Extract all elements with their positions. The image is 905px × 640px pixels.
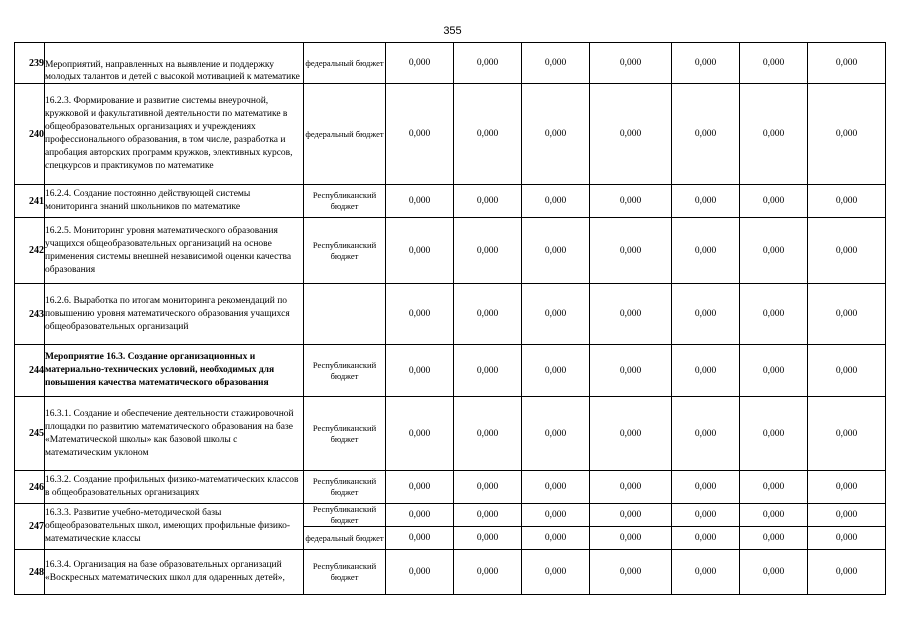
amount-cell: 0,000 [522, 345, 590, 397]
amount-cell: 0,000 [454, 527, 522, 550]
amount-cell: 0,000 [740, 43, 808, 84]
amount-cell: 0,000 [590, 284, 672, 345]
amount-cell: 0,000 [454, 471, 522, 504]
amount-cell: 0,000 [808, 43, 886, 84]
amount-cell: 0,000 [522, 471, 590, 504]
funding-source: Республиканский бюджет [304, 504, 386, 527]
amount-cell: 0,000 [672, 504, 740, 527]
amount-cell: 0,000 [590, 550, 672, 595]
amount-cell: 0,000 [522, 185, 590, 218]
amount-cell: 0,000 [590, 218, 672, 284]
amount-cell: 0,000 [740, 84, 808, 185]
activity-description: 16.3.4. Организация на базе образовательных организаций «Воскресных математических школ для одаренных детей», [45, 550, 304, 595]
row-number: 242 [15, 218, 45, 284]
funding-source [304, 284, 386, 345]
amount-cell: 0,000 [386, 185, 454, 218]
amount-cell: 0,000 [454, 397, 522, 471]
activity-description: Мероприятий, направленных на выявление и поддержку молодых талантов и детей с высокой мотивацией к математике [45, 43, 304, 84]
row-number: 240 [15, 84, 45, 185]
table-row [15, 550, 886, 595]
amount-cell: 0,000 [740, 185, 808, 218]
funding-source: Республиканский бюджет [304, 471, 386, 504]
amount-cell: 0,000 [386, 504, 454, 527]
amount-cell: 0,000 [454, 284, 522, 345]
amount-cell: 0,000 [672, 345, 740, 397]
amount-cell: 0,000 [454, 345, 522, 397]
amount-cell: 0,000 [590, 527, 672, 550]
amount-cell: 0,000 [522, 43, 590, 84]
row-number: 244 [15, 345, 45, 397]
amount-cell: 0,000 [672, 284, 740, 345]
amount-cell: 0,000 [522, 504, 590, 527]
row-number: 246 [15, 471, 45, 504]
amount-cell: 0,000 [740, 397, 808, 471]
amount-cell: 0,000 [740, 471, 808, 504]
amount-cell: 0,000 [522, 397, 590, 471]
activity-description: 16.2.6. Выработка по итогам мониторинга рекомендаций по повышению уровня математического образования учащихся общеобразовательных организаций [45, 284, 304, 345]
amount-cell: 0,000 [740, 218, 808, 284]
amount-cell: 0,000 [454, 84, 522, 185]
table-row [15, 345, 886, 397]
row-number: 241 [15, 185, 45, 218]
funding-source: Республиканский бюджет [304, 218, 386, 284]
amount-cell: 0,000 [672, 185, 740, 218]
table-row [15, 218, 886, 284]
row-number: 243 [15, 284, 45, 345]
funding-source: Республиканский бюджет [304, 550, 386, 595]
activity-description: 16.2.3. Формирование и развитие системы внеурочной, кружковой и факультативной деятельности по математике в общеобразовательных организациях и учреждениях профессионального образования, в том числе, разработка и апробация авторских программ кружков, элективных курсов, спецкурсов и практикумов по математике [45, 84, 304, 185]
funding-source: Республиканский бюджет [304, 185, 386, 218]
table-row [15, 185, 886, 218]
amount-cell: 0,000 [454, 218, 522, 284]
activity-description: 16.3.2. Создание профильных физико-математических классов в общеобразовательных организациях [45, 471, 304, 504]
amount-cell: 0,000 [386, 397, 454, 471]
funding-source: Республиканский бюджет [304, 397, 386, 471]
activity-description: 16.3.3. Развитие учебно-методической базы общеобразовательных школ, имеющих профильные физико-математические классы [45, 504, 304, 550]
row-number: 245 [15, 397, 45, 471]
amount-cell: 0,000 [590, 43, 672, 84]
amount-cell: 0,000 [672, 550, 740, 595]
activity-description: 16.2.4. Создание постоянно действующей системы мониторинга знаний школьников по математике [45, 185, 304, 218]
amount-cell: 0,000 [590, 84, 672, 185]
amount-cell: 0,000 [808, 527, 886, 550]
amount-cell: 0,000 [386, 550, 454, 595]
funding-source: Республиканский бюджет [304, 345, 386, 397]
amount-cell: 0,000 [672, 397, 740, 471]
table-row [15, 43, 886, 84]
amount-cell: 0,000 [672, 471, 740, 504]
amount-cell: 0,000 [740, 527, 808, 550]
amount-cell: 0,000 [590, 185, 672, 218]
table-row [15, 504, 886, 527]
amount-cell: 0,000 [672, 84, 740, 185]
amount-cell: 0,000 [454, 504, 522, 527]
activity-description: Мероприятие 16.3. Создание организационных и материально-технических условий, необходимых для повышения качества математического образования [45, 345, 304, 397]
page-number: 355 [443, 25, 462, 37]
row-number: 248 [15, 550, 45, 595]
amount-cell: 0,000 [386, 84, 454, 185]
amount-cell: 0,000 [590, 397, 672, 471]
amount-cell: 0,000 [522, 527, 590, 550]
amount-cell: 0,000 [672, 218, 740, 284]
funding-source: федеральный бюджет [304, 84, 386, 185]
amount-cell: 0,000 [740, 550, 808, 595]
amount-cell: 0,000 [386, 284, 454, 345]
amount-cell: 0,000 [808, 284, 886, 345]
amount-cell: 0,000 [454, 550, 522, 595]
amount-cell: 0,000 [740, 284, 808, 345]
amount-cell: 0,000 [386, 218, 454, 284]
activity-description: 16.2.5. Мониторинг уровня математического образования учащихся общеобразовательных организаций на основе применения системы внешней независимой оценки качества образования [45, 218, 304, 284]
row-number: 247 [15, 504, 45, 550]
amount-cell: 0,000 [808, 504, 886, 527]
budget-table [14, 42, 886, 595]
amount-cell: 0,000 [808, 84, 886, 185]
amount-cell: 0,000 [454, 43, 522, 84]
amount-cell: 0,000 [386, 43, 454, 84]
amount-cell: 0,000 [808, 185, 886, 218]
amount-cell: 0,000 [740, 345, 808, 397]
amount-cell: 0,000 [386, 471, 454, 504]
amount-cell: 0,000 [808, 218, 886, 284]
amount-cell: 0,000 [522, 84, 590, 185]
table-row [15, 397, 886, 471]
table-body [15, 43, 886, 595]
amount-cell: 0,000 [522, 550, 590, 595]
amount-cell: 0,000 [808, 471, 886, 504]
funding-source: федеральный бюджет [304, 43, 386, 84]
amount-cell: 0,000 [386, 345, 454, 397]
row-number: 239 [15, 43, 45, 84]
amount-cell: 0,000 [590, 345, 672, 397]
table-row [15, 471, 886, 504]
amount-cell: 0,000 [590, 504, 672, 527]
amount-cell: 0,000 [386, 527, 454, 550]
amount-cell: 0,000 [808, 550, 886, 595]
amount-cell: 0,000 [808, 397, 886, 471]
amount-cell: 0,000 [672, 43, 740, 84]
amount-cell: 0,000 [672, 527, 740, 550]
amount-cell: 0,000 [522, 218, 590, 284]
amount-cell: 0,000 [522, 284, 590, 345]
amount-cell: 0,000 [454, 185, 522, 218]
table-row [15, 284, 886, 345]
activity-description: 16.3.1. Создание и обеспечение деятельности стажировочной площадки по развитию математического образования на базе «Математической школы» как базовой школы с математическим уклоном [45, 397, 304, 471]
amount-cell: 0,000 [808, 345, 886, 397]
amount-cell: 0,000 [590, 471, 672, 504]
funding-source: федеральный бюджет [304, 527, 386, 550]
amount-cell: 0,000 [740, 504, 808, 527]
table-row [15, 84, 886, 185]
